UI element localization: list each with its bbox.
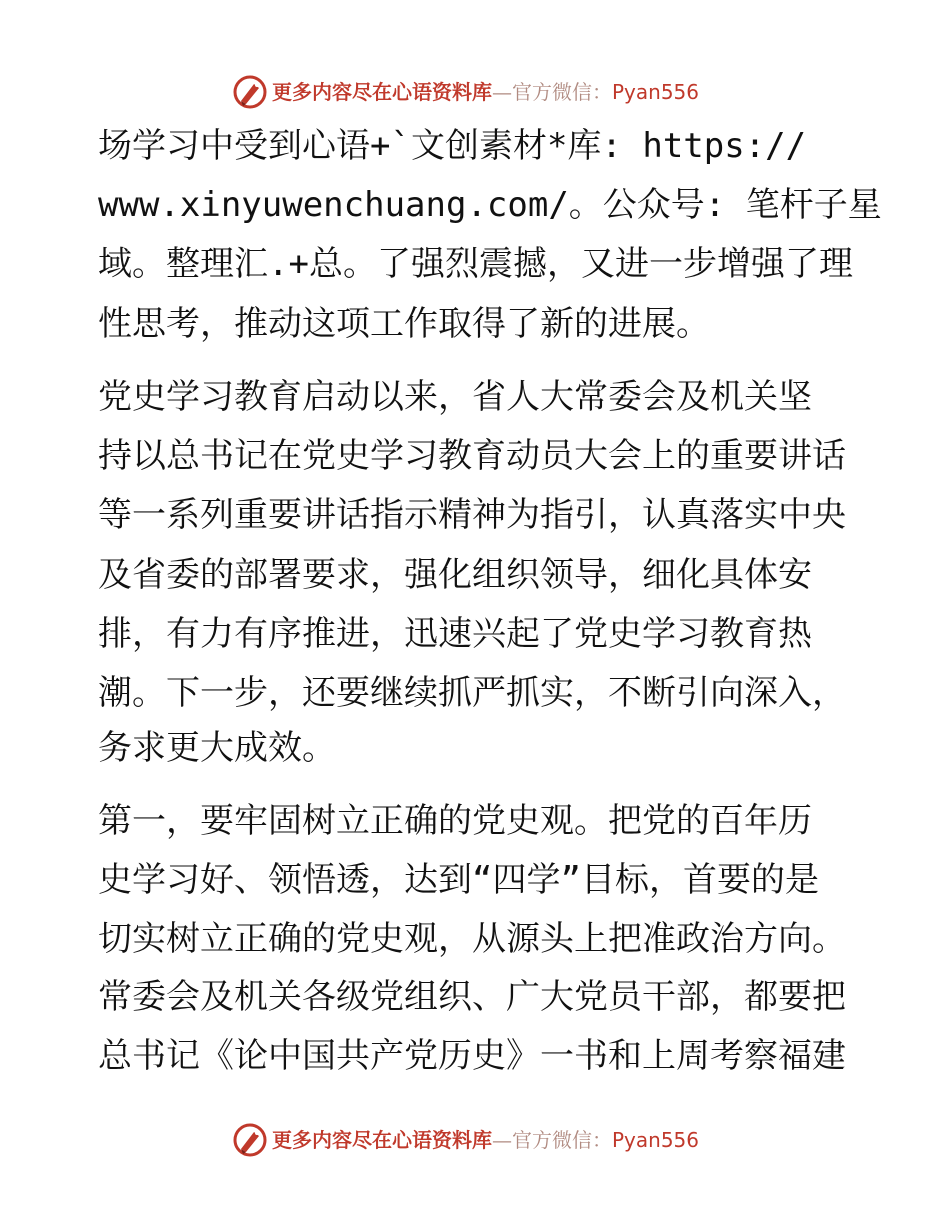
banner-official-label: 官方微信： — [512, 1128, 612, 1152]
pen-logo-icon — [232, 74, 268, 110]
text-line: 排，有力有序推进，迅速兴起了党史学习教育热 — [98, 614, 812, 654]
banner-wechat-id: Pyan556 — [612, 80, 700, 104]
banner-text — [272, 1126, 699, 1155]
footer-banner — [0, 1120, 950, 1160]
text-line: 域。整理汇.+总。了强烈震撼，又进一步增强了理 — [98, 244, 853, 284]
text-line: 性思考，推动这项工作取得了新的进展。 — [98, 304, 710, 344]
banner-official-label: 官方微信： — [512, 80, 612, 104]
banner-wechat-id: Pyan556 — [612, 1128, 700, 1152]
text-line: 及省委的部署要求，强化组织领导，细化具体安 — [98, 555, 812, 595]
text-line: 务求更大成效。 — [98, 728, 336, 768]
banner-brand: 更多内容尽在心语资料库 — [272, 1128, 492, 1152]
text-line: 第一，要牢固树立正确的党史观。把党的百年历 — [98, 801, 812, 841]
pen-logo-icon — [232, 1122, 268, 1158]
header-banner — [0, 72, 950, 112]
text-line: 潮。下一步，还要继续抓严抓实，不断引向深入， — [98, 673, 846, 713]
text-line: 场学习中受到心语+`文创素材*库: https:// — [98, 126, 807, 166]
text-line: 史学习好、领悟透，达到“四学”目标，首要的是 — [98, 860, 819, 900]
banner-dash: — — [492, 80, 512, 104]
banner-text — [272, 78, 699, 107]
text-line: 持以总书记在党史学习教育动员大会上的重要讲话 — [98, 436, 846, 476]
text-line: 党史学习教育启动以来，省人大常委会及机关坚 — [98, 377, 812, 417]
text-line: 总书记《论中国共产党历史》一书和上周考察福建 — [98, 1036, 846, 1076]
text-line: 常委会及机关各级党组织、广大党员干部，都要把 — [98, 977, 846, 1017]
text-line: 切实树立正确的党史观，从源头上把准政治方向。 — [98, 919, 846, 959]
text-line: www.xinyuwenchuang.com/。公众号: 笔杆子星 — [98, 185, 882, 225]
text-line: 等一系列重要讲话指示精神为指引，认真落实中央 — [98, 495, 846, 535]
banner-brand: 更多内容尽在心语资料库 — [272, 80, 492, 104]
banner-dash: — — [492, 1128, 512, 1152]
